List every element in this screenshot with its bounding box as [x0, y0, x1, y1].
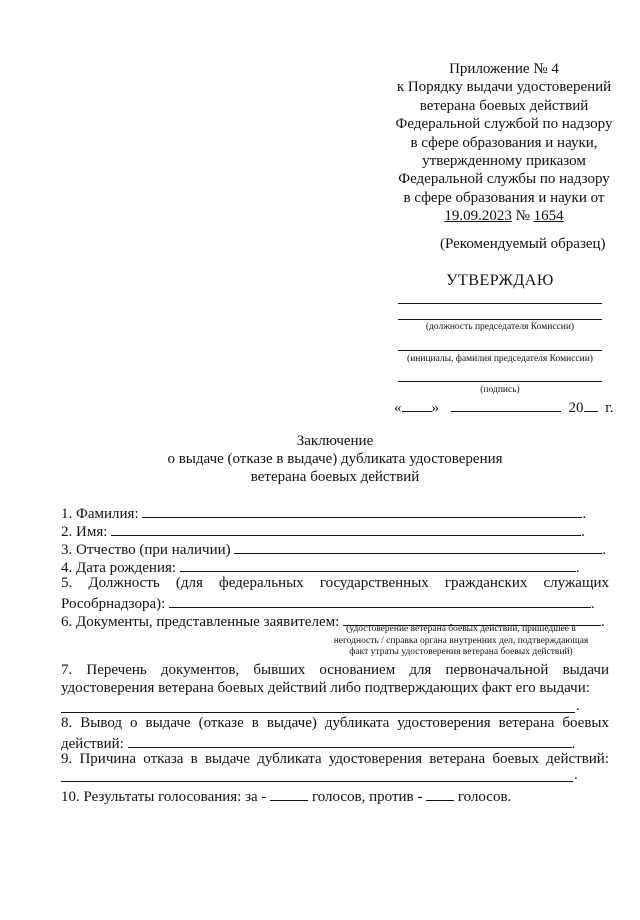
field-label: 10. Результаты голосования: за - — [61, 789, 267, 805]
f5-word: (для — [175, 575, 203, 591]
field-birthdate — [61, 557, 580, 577]
field-8-line1: 8. Вывод о выдаче (отказе в выдаче) дубликата удостоверения ветерана боевых — [61, 715, 609, 731]
field-label: 2. Имя: — [61, 524, 108, 540]
period: . — [591, 596, 595, 612]
field-label: действий: — [61, 736, 124, 752]
appendix-line: в сфере образования и науки от — [403, 189, 605, 206]
appendix-line: Приложение № 4 — [449, 61, 559, 77]
field-9-line1: 9. Причина отказа в выдаче дубликата удостоверения ветерана боевых действий: — [61, 751, 609, 767]
day-blank — [402, 397, 432, 412]
year-prefix: 20 — [568, 400, 584, 416]
f5-word: государственных — [319, 575, 429, 591]
year-suffix: г. — [605, 400, 614, 416]
field-name — [61, 521, 585, 541]
field-label: голосов, против - — [311, 789, 423, 805]
quote-open: « — [394, 400, 402, 416]
note-line: (удостоверение ветерана боевых действий, пришедшее в — [346, 624, 576, 634]
appendix-line: к Порядку выдачи удостоверений — [396, 79, 612, 96]
f5-word: гражданских — [444, 575, 528, 591]
period: . — [581, 524, 585, 540]
appendix-line: утвержденному приказом — [422, 153, 586, 170]
position-line — [398, 303, 602, 304]
surname-input[interactable] — [142, 503, 582, 518]
appendix-block — [380, 60, 628, 226]
field-position-line2 — [61, 593, 595, 613]
field-7-line1: 7. Перечень документов, бывших основанием для первоначальной выдачи — [61, 662, 609, 678]
documents-note — [322, 624, 600, 659]
field-label: 1. Фамилия: — [61, 506, 139, 522]
f5-word: Должность — [88, 575, 160, 591]
period: . — [576, 698, 580, 714]
sample-note: (Рекомендуемый образец) — [440, 236, 606, 252]
period: . — [601, 614, 605, 630]
appendix-line: Федеральной службы по надзору — [398, 171, 610, 188]
year-blank — [584, 397, 598, 412]
title-line: Заключение — [296, 433, 374, 449]
order-number: 1654 — [533, 208, 564, 225]
position-line-2 — [398, 319, 602, 320]
note-line: негодность / справка органа внутренних дел, подтверждающая — [333, 635, 589, 646]
field-surname — [61, 503, 586, 523]
approval-date — [394, 397, 613, 417]
name-caption: (инициалы, фамилия председателя Комиссии) — [407, 354, 593, 364]
field-label: голосов. — [457, 789, 512, 805]
title-line: о выдаче (отказе в выдаче) дубликата удостоверения — [167, 451, 503, 467]
conclusion-input[interactable] — [128, 733, 572, 748]
field-label: 6. Документы, представленные заявителем: — [61, 614, 340, 630]
document-title — [120, 432, 550, 486]
birthdate-input[interactable] — [180, 557, 576, 572]
appendix-line: в сфере образования и науки, — [410, 134, 598, 151]
position-input[interactable] — [169, 593, 591, 608]
field-label: Рособрнадзора): — [61, 596, 166, 612]
field-voting — [61, 786, 511, 806]
f9-input-line[interactable] — [61, 781, 573, 782]
field-8-line2 — [61, 733, 575, 753]
field-7-line2: удостоверения ветерана боевых действий либо подтверждающих факт его выдачи: — [61, 680, 590, 696]
appendix-order-ref — [380, 207, 628, 225]
period: . — [575, 560, 580, 576]
signature-line — [398, 381, 602, 382]
votes-against-input[interactable] — [426, 786, 454, 801]
number-sign: № — [515, 208, 530, 225]
note-line: факт утраты удостоверения ветерана боевых действий) — [349, 647, 573, 658]
title-line: ветерана боевых действий — [250, 469, 420, 485]
position-caption: (должность председателя Комиссии) — [425, 322, 575, 332]
field-label: 4. Дата рождения: — [61, 560, 177, 576]
field-position-line1 — [61, 575, 609, 592]
field-label: 3. Отчество (при наличии) — [61, 542, 231, 558]
f7-input-line[interactable] — [61, 712, 575, 713]
order-date: 19.09.2023 — [444, 208, 512, 225]
month-blank — [451, 397, 561, 412]
period: . — [571, 736, 576, 752]
votes-for-input[interactable] — [270, 786, 308, 801]
period: . — [574, 767, 578, 783]
approval-title: УТВЕРЖДАЮ — [446, 272, 554, 289]
appendix-line: Федеральной службой по надзору — [395, 116, 613, 133]
f5-word: служащих — [543, 575, 610, 591]
period: . — [602, 542, 607, 558]
f5-word: 5. — [61, 575, 73, 591]
f5-word: федеральных — [218, 575, 304, 591]
field-patronymic — [61, 539, 606, 559]
name-input[interactable] — [111, 521, 581, 536]
name-line — [398, 350, 602, 351]
quote-close: » — [431, 400, 439, 416]
appendix-line: ветерана боевых действий — [419, 97, 589, 114]
signature-caption: (подпись) — [480, 385, 520, 395]
patronymic-input[interactable] — [234, 539, 602, 554]
period: . — [582, 506, 587, 522]
